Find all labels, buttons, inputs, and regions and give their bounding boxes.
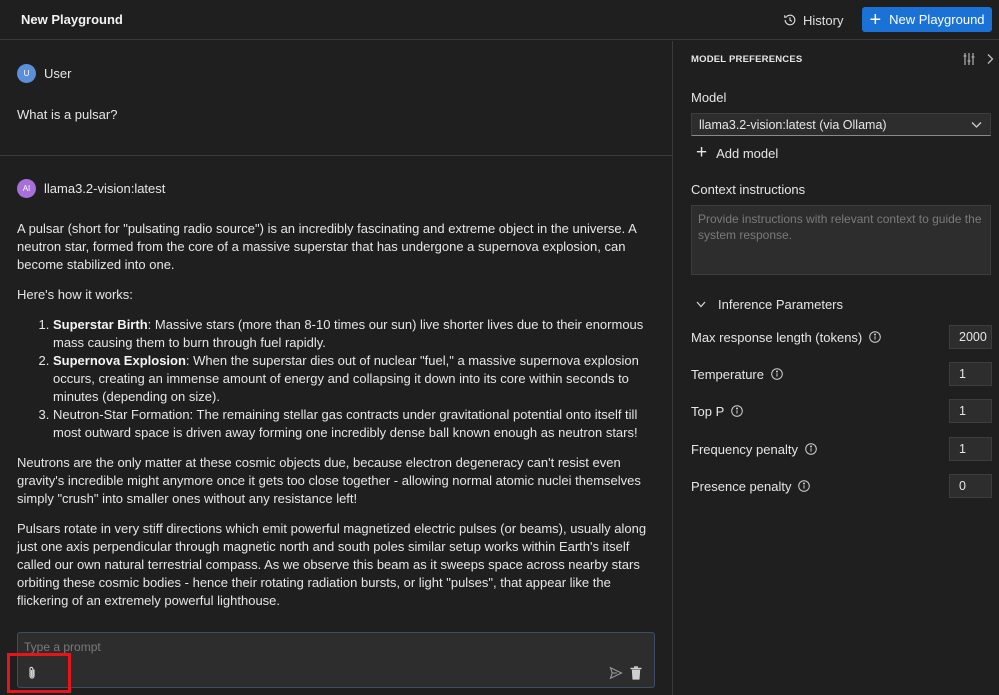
add-model-button[interactable] <box>696 142 779 163</box>
page-title: New Playground <box>21 12 123 27</box>
model-label: Model <box>691 90 727 105</box>
inference-parameters-toggle[interactable] <box>696 297 843 312</box>
add-model-label: Add model <box>716 145 779 161</box>
param-row-temperature <box>691 362 992 386</box>
trash-icon[interactable] <box>630 666 642 680</box>
context-instructions-input[interactable] <box>691 205 991 275</box>
param-label: Frequency penalty <box>691 441 798 457</box>
chevron-down-icon <box>971 121 982 129</box>
user-name: User <box>44 66 72 81</box>
param-label: Top P <box>691 403 725 419</box>
list-item-text: Neutron-Star Formation: The remaining stellar gas contracts under gravitational potential onto itself till most outward space is driven away forming one incredibly dense ball known enough as neutron stars! <box>53 407 638 440</box>
frequency-penalty-input[interactable] <box>949 437 992 461</box>
assistant-name: llama3.2-vision:latest <box>44 181 166 196</box>
max-response-input[interactable] <box>949 325 992 349</box>
list-item-bold: Superstar Birth <box>53 317 148 332</box>
top-bar <box>0 0 999 40</box>
chevron-down-icon <box>696 301 706 308</box>
plus-icon: + <box>696 142 708 163</box>
response-paragraph: Here's how it works: <box>17 287 133 302</box>
list-item <box>53 352 657 406</box>
info-icon[interactable] <box>771 368 783 380</box>
history-clock-icon <box>783 13 797 27</box>
inference-parameters-label: Inference Parameters <box>718 297 844 312</box>
param-label: Presence penalty <box>691 478 792 494</box>
info-icon[interactable] <box>805 443 817 455</box>
send-icon[interactable] <box>609 666 623 680</box>
info-icon[interactable] <box>798 480 810 492</box>
new-playground-button[interactable] <box>862 7 992 32</box>
model-select-value: llama3.2-vision:latest (via Ollama) <box>699 117 887 132</box>
top-p-input[interactable] <box>949 399 992 423</box>
context-instructions-label: Context instructions <box>691 182 806 197</box>
param-row-frequency-penalty <box>691 437 992 461</box>
paperclip-icon[interactable] <box>26 665 38 681</box>
response-paragraph: A pulsar (short for "pulsating radio source") is an incredibly fascinating and extreme object in the universe. A neutron star, formed from the core of a massive superstar that has undergone a supernova explosion, can become stabilized into one. <box>17 221 637 272</box>
presence-penalty-input[interactable] <box>949 474 992 498</box>
history-button[interactable] <box>783 9 843 31</box>
sliders-icon[interactable] <box>962 52 976 66</box>
assistant-message-header <box>17 179 165 198</box>
panel-title: MODEL PREFERENCES <box>691 54 803 65</box>
prompt-input[interactable] <box>24 640 624 654</box>
history-label: History <box>803 12 844 28</box>
param-label: Max response length (tokens) <box>691 329 863 345</box>
param-row-top-p <box>691 399 992 423</box>
param-row-presence-penalty <box>691 474 992 498</box>
ai-avatar: AI <box>17 179 36 198</box>
user-message-header <box>17 64 71 83</box>
info-icon[interactable] <box>731 405 743 417</box>
list-item-bold: Supernova Explosion <box>53 353 186 368</box>
info-icon[interactable] <box>869 331 881 343</box>
response-paragraph: Neutrons are the only matter at these cosmic objects due, because electron degeneracy can't resist even gravity's incredible might anymore once it gets too close together - allowing normal atomic nuclei themselves simply "crush" into smaller ones without any resistance left! <box>17 455 641 506</box>
prompt-box <box>17 632 655 688</box>
model-select[interactable] <box>691 113 991 136</box>
temperature-input[interactable] <box>949 362 992 386</box>
list-item-text: : Massive stars (more than 8-10 times our sun) live shorter lives due to their enormous mass causing them to burn through fuel rapidly. <box>53 317 644 350</box>
attach-highlight-box <box>7 653 71 693</box>
new-playground-label: New Playground <box>889 12 985 27</box>
response-list <box>53 316 657 442</box>
plus-icon: + <box>869 8 882 31</box>
user-message: What is a pulsar? <box>17 107 118 122</box>
assistant-response <box>17 220 657 622</box>
chevron-right-icon[interactable] <box>985 52 995 66</box>
user-avatar: U <box>17 64 36 83</box>
param-label: Temperature <box>691 366 764 382</box>
response-paragraph: Pulsars rotate in very stiff directions which emit powerful magnetized electric pulses (or beams), usually along just one axis perpendicular through magnetic north and south poles similar setup works within Earth's itself called our own natural terrestrial compass. As we observe this beam as it sweeps space across nearby stars orbiting these cosmic bodies - hence their rotating radiation bursts, or light "pulses", that appear like the flickering of an extremely powerful lighthouse. <box>17 521 647 608</box>
list-item <box>53 406 657 442</box>
param-row-max-response <box>691 325 992 349</box>
list-item <box>53 316 657 352</box>
list-item-text: : When the superstar dies out of nuclear "fuel," a massive supernova explosion occurs, creating an immense amount of energy and collapsing it down into its core within seconds to minutes (depending on size). <box>53 353 639 404</box>
message-divider <box>0 155 672 156</box>
